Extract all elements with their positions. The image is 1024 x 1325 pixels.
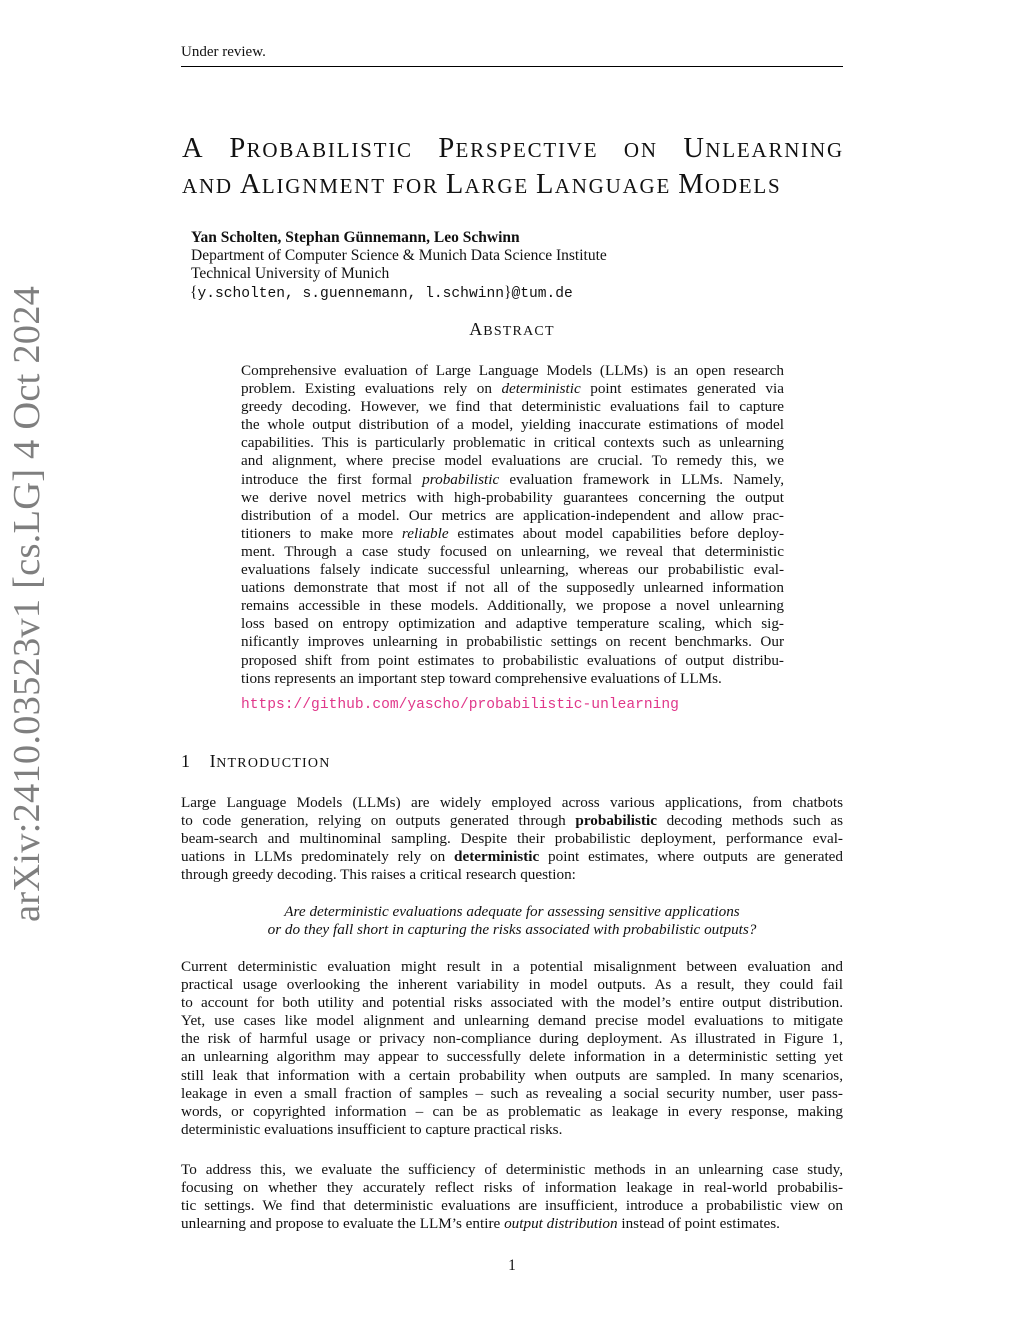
page-number: 1 xyxy=(508,1257,516,1274)
email-brace-open: { xyxy=(190,284,198,301)
email-domain: @tum.de xyxy=(511,286,573,302)
intro-paragraph-3 xyxy=(181,1161,843,1233)
title-smallcaps: ODELS xyxy=(704,174,782,198)
paragraph-line: tic settings. We find that deterministic evaluations are insufficient, introduce a probabilistic view on xyxy=(181,1197,843,1215)
title-initial: M xyxy=(678,169,705,200)
title-smallcaps: LIGNMENT FOR xyxy=(261,174,446,198)
title-initial: L xyxy=(536,169,555,200)
title-initial: L xyxy=(445,169,465,200)
abstract-line: greedy decoding. However, we find that deterministic evaluations fail to capture xyxy=(241,398,784,416)
arxiv-identifier: arXiv:2410.03523v1 [cs.LG] 4 Oct 2024 xyxy=(6,285,48,922)
title-initial: P xyxy=(229,133,247,164)
paragraph-line: still leak that information with a certain probability when outputs are sampled. In many scenarios, xyxy=(181,1066,843,1084)
paragraph-line: Yet, use cases like model alignment and unlearning demand precise model evaluations to mitigate xyxy=(181,1012,843,1030)
question-line: Are deterministic evaluations adequate for assessing sensitive applications xyxy=(284,903,740,920)
title-line-2-word xyxy=(240,169,446,200)
abstract-line: the whole output distribution of a model, yielding inaccurate estimations of model xyxy=(241,416,784,434)
section-number: 1 xyxy=(181,751,191,771)
paragraph-line: Current deterministic evaluation might result in a potential misalignment between evaluation and xyxy=(181,958,843,975)
paragraph-line: beam-search and multinominal sampling. Despite their probabilistic deployment, performance eval- xyxy=(181,830,843,848)
title-smallcaps: ROBABILISTIC xyxy=(246,138,413,162)
section-heading-initial: I xyxy=(209,751,217,771)
abstract-heading-initial: A xyxy=(469,319,484,339)
paragraph-line: Large Language Models (LLMs) are widely employed across various applications, from chatbots xyxy=(181,794,843,811)
paper-title-line-2 xyxy=(182,167,782,204)
title-line-2-word xyxy=(536,169,678,200)
abstract-line: evaluations falsely indicate successful unlearning, whereas our probabilistic eval- xyxy=(241,561,784,579)
paragraph-line: deterministic evaluations insufficient to capture practical risks. xyxy=(181,1120,563,1138)
title-line-2-word xyxy=(678,169,781,200)
paragraph-line: unlearning and propose to evaluate the LLM’s entire output distribution instead of point estimates. xyxy=(181,1215,780,1233)
abstract-line: uations demonstrate that most if not all of the supposedly unlearned information xyxy=(241,579,784,597)
title-line-1-word xyxy=(182,131,204,168)
affiliation-department: Department of Computer Science & Munich Data Science Institute xyxy=(191,247,607,264)
title-smallcaps: AND xyxy=(182,174,240,198)
email-users: y.scholten, s.guennemann, l.schwinn xyxy=(197,286,504,302)
title-smallcaps: NLEARNING xyxy=(705,138,844,162)
paragraph-line: uations in LLMs predominately rely on deterministic point estimates, where outputs are generated xyxy=(181,848,843,866)
paragraph-line: focusing on whether they accurately reflect risks of information leakage in real-world probabilis- xyxy=(181,1179,843,1197)
abstract-body xyxy=(241,362,784,688)
author-names: Yan Scholten, Stephan Günnemann, Leo Schwinn xyxy=(191,229,520,246)
title-initial: A xyxy=(239,169,262,200)
title-line-1-word xyxy=(683,131,844,168)
title-initial: A xyxy=(182,133,204,164)
title-smallcaps: ON xyxy=(623,138,658,162)
title-smallcaps: ERSPECTIVE xyxy=(455,138,599,162)
abstract-line: nificantly improves unlearning in probabilistic settings on recent benchmarks. Our xyxy=(241,633,784,651)
email-brace-close: } xyxy=(503,284,512,301)
intro-paragraph-2 xyxy=(181,958,843,1139)
paragraph-line: leakage in even a small fraction of samples – such as revealing a social security number, user pass- xyxy=(181,1084,843,1102)
paragraph-line: practical usage overlooking the inherent variability in model outputs. As a result, they could fail xyxy=(181,976,843,994)
abstract-line: distribution of a model. Our metrics are application-independent and allow prac- xyxy=(241,506,784,524)
title-initial: P xyxy=(438,133,456,164)
paragraph-line: through greedy decoding. This raises a critical research question: xyxy=(181,866,576,884)
title-line-1-word xyxy=(229,131,412,168)
paragraph-line: to account for both utility and potential risks associated with the model’s entire output distribution. xyxy=(181,994,843,1012)
abstract-heading-rest: BSTRACT xyxy=(483,324,555,339)
title-line-1-word xyxy=(438,131,598,168)
abstract-line: ment. Through a case study focused on unlearning, we reveal that deterministic xyxy=(241,542,784,560)
title-smallcaps: ANGUAGE xyxy=(554,174,679,198)
abstract-line: proposed shift from point estimates to probabilistic evaluations of output distribu- xyxy=(241,651,784,669)
paragraph-line: the risk of harmful usage or privacy non-compliance during deployment. As illustrated in Figure 1, xyxy=(181,1030,843,1048)
affiliation-university: Technical University of Munich xyxy=(191,265,390,282)
abstract-line: remains accessible in these models. Additionally, we propose a novel unlearning xyxy=(241,597,784,615)
intro-paragraph-1 xyxy=(181,794,843,884)
abstract-line: loss based on entropy optimization and adaptive temperature scaling, which sig- xyxy=(241,615,784,633)
title-smallcaps: ARGE xyxy=(464,174,537,198)
title-line-2-word xyxy=(182,169,240,200)
question-line: or do they fall short in capturing the risks associated with probabilistic outputs? xyxy=(267,921,757,939)
abstract-line: tions represents an important step toward comprehensive evaluations of LLMs. xyxy=(241,669,722,687)
abstract-line: Comprehensive evaluation of Large Language Models (LLMs) is an open research xyxy=(241,362,784,379)
abstract-line: and alignment, where precise model evaluations are crucial. To remedy this, we xyxy=(241,452,784,470)
abstract-line: titioners to make more reliable estimates about model capabilities before deploy- xyxy=(241,524,785,542)
paragraph-line: an unlearning algorithm may appear to successfully delete information in a deterministic setting yet xyxy=(181,1048,843,1066)
abstract-line: we derive novel metrics with high-probability guarantees concerning the output xyxy=(241,488,784,506)
abstract-line: problem. Existing evaluations rely on deterministic point estimates generated via xyxy=(241,380,784,398)
paper-title-line-1 xyxy=(182,131,844,168)
title-line-2-word xyxy=(446,169,536,200)
section-heading-rest: NTRODUCTION xyxy=(216,756,331,771)
abstract-heading xyxy=(0,319,1024,340)
title-line-1-word xyxy=(624,131,658,168)
paragraph-line: to code generation, relying on outputs generated through probabilistic decoding methods such as xyxy=(181,812,843,830)
title-initial: U xyxy=(683,133,706,164)
section-heading-introduction xyxy=(181,751,331,772)
author-emails xyxy=(190,283,573,304)
header-rule xyxy=(181,66,843,67)
running-header: Under review. xyxy=(181,44,266,60)
paragraph-line: To address this, we evaluate the sufficiency of deterministic methods in an unlearning case study, xyxy=(181,1161,843,1178)
paragraph-line: words, or copyrighted information – can be as problematic as leakage in every response, making xyxy=(181,1102,843,1120)
github-link[interactable]: https://github.com/yascho/probabilistic-unlearning xyxy=(241,697,679,713)
research-question xyxy=(181,903,843,939)
abstract-line: capabilities. This is particularly problematic in critical contexts such as unlearning xyxy=(241,434,784,452)
abstract-line: introduce the first formal probabilistic evaluation framework in LLMs. Namely, xyxy=(241,470,784,488)
